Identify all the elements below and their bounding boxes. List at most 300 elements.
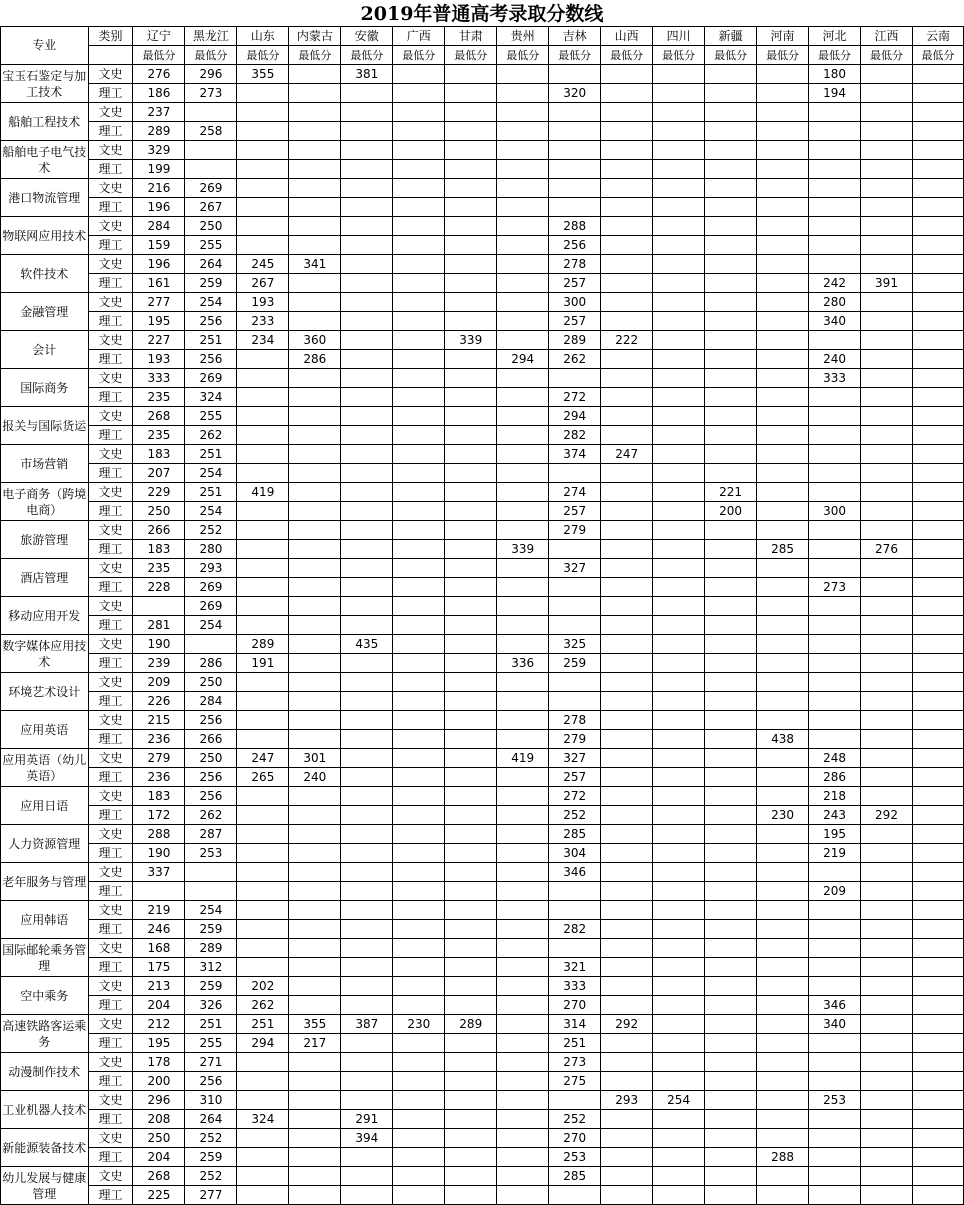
score-cell (497, 920, 549, 939)
score-cell (601, 1148, 653, 1167)
score-cell (445, 863, 497, 882)
score-cell (653, 597, 705, 616)
score-cell (237, 84, 289, 103)
score-cell: 341 (289, 255, 341, 274)
score-cell: 235 (133, 388, 185, 407)
score-cell: 190 (133, 635, 185, 654)
score-cell (653, 844, 705, 863)
score-cell (809, 730, 861, 749)
subject-type: 理工 (88, 122, 133, 141)
score-cell (912, 996, 963, 1015)
subject-type: 理工 (88, 540, 133, 559)
subject-type: 文史 (88, 179, 133, 198)
table-row (1, 654, 964, 673)
table-row (1, 217, 964, 236)
score-cell (653, 312, 705, 331)
score-cell (757, 692, 809, 711)
score-cell: 251 (185, 483, 237, 502)
score-cell (705, 179, 757, 198)
score-cell: 193 (237, 293, 289, 312)
score-cell (601, 730, 653, 749)
table-row (1, 388, 964, 407)
score-cell: 339 (497, 540, 549, 559)
score-cell (861, 1148, 913, 1167)
score-cell (809, 407, 861, 426)
score-cell (341, 597, 393, 616)
score-cell (237, 901, 289, 920)
score-cell: 226 (133, 692, 185, 711)
score-cell (809, 445, 861, 464)
score-cell: 279 (133, 749, 185, 768)
subject-type: 文史 (88, 597, 133, 616)
table-row (1, 521, 964, 540)
score-cell (653, 1148, 705, 1167)
score-cell (757, 787, 809, 806)
score-cell (289, 825, 341, 844)
score-cell: 257 (549, 502, 601, 521)
score-cell (912, 1072, 963, 1091)
score-cell (237, 122, 289, 141)
score-cell (341, 844, 393, 863)
score-cell (861, 1034, 913, 1053)
score-cell: 277 (185, 1186, 237, 1205)
table-row (1, 768, 964, 787)
score-cell (341, 255, 393, 274)
score-cell: 266 (185, 730, 237, 749)
score-cell (861, 293, 913, 312)
score-cell (601, 958, 653, 977)
score-cell: 282 (549, 426, 601, 445)
score-cell (653, 673, 705, 692)
score-cell (861, 179, 913, 198)
score-cell (757, 958, 809, 977)
score-cell (757, 1129, 809, 1148)
table-row (1, 1034, 964, 1053)
score-cell (393, 597, 445, 616)
score-cell: 239 (133, 654, 185, 673)
score-cell (653, 806, 705, 825)
score-cell (861, 749, 913, 768)
score-cell: 256 (185, 350, 237, 369)
score-cell: 180 (809, 65, 861, 84)
score-cell (497, 103, 549, 122)
score-cell (601, 578, 653, 597)
score-cell (445, 730, 497, 749)
score-cell (393, 1053, 445, 1072)
major-name: 应用日语 (1, 787, 89, 825)
column-header-province: 云南 (912, 27, 963, 46)
score-cell (705, 426, 757, 445)
score-cell (912, 103, 963, 122)
table-row (1, 901, 964, 920)
subject-type: 理工 (88, 692, 133, 711)
score-cell (393, 1167, 445, 1186)
score-cell (237, 597, 289, 616)
score-cell: 251 (237, 1015, 289, 1034)
score-cell (653, 578, 705, 597)
score-cell (393, 483, 445, 502)
score-cell: 191 (237, 654, 289, 673)
score-cell (393, 141, 445, 160)
score-cell (549, 578, 601, 597)
score-cell (289, 806, 341, 825)
score-cell (237, 445, 289, 464)
score-cell: 387 (341, 1015, 393, 1034)
score-cell (237, 521, 289, 540)
score-cell: 255 (185, 407, 237, 426)
score-cell (289, 1072, 341, 1091)
score-cell (497, 692, 549, 711)
score-cell (497, 597, 549, 616)
score-cell: 242 (809, 274, 861, 293)
score-cell (809, 635, 861, 654)
score-cell (289, 1091, 341, 1110)
score-cell (393, 1110, 445, 1129)
score-cell (393, 692, 445, 711)
score-cell (445, 464, 497, 483)
score-cell: 360 (289, 331, 341, 350)
score-cell (809, 958, 861, 977)
score-cell: 320 (549, 84, 601, 103)
major-name: 应用英语（幼儿英语） (1, 749, 89, 787)
score-cell (445, 996, 497, 1015)
score-cell (445, 825, 497, 844)
score-cell: 254 (185, 502, 237, 521)
score-cell (445, 654, 497, 673)
score-cell (809, 540, 861, 559)
score-cell (653, 1167, 705, 1186)
score-cell: 254 (185, 901, 237, 920)
score-cell (861, 711, 913, 730)
score-cell (341, 920, 393, 939)
major-name: 物联网应用技术 (1, 217, 89, 255)
score-cell: 256 (185, 1072, 237, 1091)
score-cell (601, 654, 653, 673)
score-cell (653, 882, 705, 901)
score-cell (393, 1148, 445, 1167)
score-cell (393, 996, 445, 1015)
column-subheader-min-score: 最低分 (705, 46, 757, 65)
score-cell (549, 369, 601, 388)
score-cell (809, 692, 861, 711)
score-cell (393, 711, 445, 730)
subject-type: 文史 (88, 863, 133, 882)
score-cell (861, 996, 913, 1015)
table-row (1, 141, 964, 160)
column-header-province: 贵州 (497, 27, 549, 46)
major-name: 国际商务 (1, 369, 89, 407)
score-cell (809, 901, 861, 920)
score-cell: 195 (809, 825, 861, 844)
table-row (1, 920, 964, 939)
score-cell (341, 1186, 393, 1205)
score-cell (289, 103, 341, 122)
score-cell (497, 958, 549, 977)
score-cell: 286 (809, 768, 861, 787)
score-cell (445, 597, 497, 616)
column-subheader-min-score: 最低分 (549, 46, 601, 65)
score-cell (289, 730, 341, 749)
score-cell (601, 84, 653, 103)
score-cell (912, 483, 963, 502)
table-row (1, 1110, 964, 1129)
subject-type: 理工 (88, 1110, 133, 1129)
score-cell (445, 787, 497, 806)
score-cell: 250 (133, 502, 185, 521)
score-cell (757, 236, 809, 255)
score-cell (445, 1148, 497, 1167)
table-row (1, 293, 964, 312)
column-header-province: 河北 (809, 27, 861, 46)
major-name: 环境艺术设计 (1, 673, 89, 711)
score-cell: 258 (185, 122, 237, 141)
score-cell: 291 (341, 1110, 393, 1129)
score-cell (445, 1129, 497, 1148)
score-cell (497, 635, 549, 654)
subject-type: 文史 (88, 407, 133, 426)
score-cell (393, 236, 445, 255)
score-cell: 250 (185, 673, 237, 692)
score-cell (341, 369, 393, 388)
score-cell (601, 65, 653, 84)
score-cell (341, 768, 393, 787)
score-cell (912, 369, 963, 388)
score-cell (705, 350, 757, 369)
score-cell: 267 (237, 274, 289, 293)
score-cell (705, 1091, 757, 1110)
score-cell (237, 882, 289, 901)
table-row (1, 692, 964, 711)
score-cell (601, 521, 653, 540)
column-subheader-min-score: 最低分 (393, 46, 445, 65)
score-cell (809, 1148, 861, 1167)
score-cell (237, 350, 289, 369)
score-cell: 217 (289, 1034, 341, 1053)
score-cell (393, 654, 445, 673)
score-cell (133, 882, 185, 901)
score-cell (912, 1110, 963, 1129)
score-cell (289, 901, 341, 920)
score-cell (809, 426, 861, 445)
score-cell (601, 768, 653, 787)
score-cell (757, 103, 809, 122)
score-cell (809, 597, 861, 616)
score-cell (601, 616, 653, 635)
major-name: 旅游管理 (1, 521, 89, 559)
score-cell (912, 958, 963, 977)
score-cell: 289 (237, 635, 289, 654)
score-cell: 355 (237, 65, 289, 84)
score-cell (237, 369, 289, 388)
score-cell: 159 (133, 236, 185, 255)
score-cell (861, 84, 913, 103)
score-cell (757, 350, 809, 369)
score-cell (289, 1186, 341, 1205)
score-cell (393, 388, 445, 407)
column-subheader-min-score: 最低分 (341, 46, 393, 65)
score-cell (912, 312, 963, 331)
score-cell (705, 141, 757, 160)
score-cell (237, 711, 289, 730)
score-cell: 314 (549, 1015, 601, 1034)
score-cell (289, 217, 341, 236)
score-cell: 286 (185, 654, 237, 673)
score-cell (393, 844, 445, 863)
subject-type: 理工 (88, 578, 133, 597)
score-cell (912, 521, 963, 540)
score-cell (341, 122, 393, 141)
score-cell: 225 (133, 1186, 185, 1205)
score-cell (393, 426, 445, 445)
score-cell (861, 825, 913, 844)
score-cell: 208 (133, 1110, 185, 1129)
score-cell (237, 502, 289, 521)
score-cell (912, 882, 963, 901)
column-subheader-min-score: 最低分 (497, 46, 549, 65)
score-cell (393, 103, 445, 122)
score-cell (861, 198, 913, 217)
column-subheader-min-score: 最低分 (861, 46, 913, 65)
major-name: 会计 (1, 331, 89, 369)
score-cell: 288 (549, 217, 601, 236)
score-cell (757, 939, 809, 958)
score-cell (601, 597, 653, 616)
score-cell (653, 236, 705, 255)
major-name: 船舶电子电气技术 (1, 141, 89, 179)
score-cell (445, 692, 497, 711)
score-cell (809, 863, 861, 882)
score-cell (705, 84, 757, 103)
score-cell (445, 274, 497, 293)
subject-type: 文史 (88, 1091, 133, 1110)
score-cell: 254 (185, 293, 237, 312)
page-title: 2019年普通高考录取分数线 (360, 3, 604, 25)
score-cell: 279 (549, 521, 601, 540)
score-cell: 294 (237, 1034, 289, 1053)
score-cell (393, 787, 445, 806)
score-cell (757, 1110, 809, 1129)
score-cell (757, 901, 809, 920)
score-cell (497, 255, 549, 274)
score-cell (445, 844, 497, 863)
score-cell (341, 578, 393, 597)
score-cell: 296 (133, 1091, 185, 1110)
score-cell: 287 (185, 825, 237, 844)
score-cell: 219 (809, 844, 861, 863)
score-cell: 248 (809, 749, 861, 768)
score-cell: 276 (861, 540, 913, 559)
score-cell (497, 673, 549, 692)
score-cell (393, 635, 445, 654)
score-cell (653, 635, 705, 654)
score-cell (497, 483, 549, 502)
score-cell: 240 (809, 350, 861, 369)
table-row (1, 179, 964, 198)
score-cell: 394 (341, 1129, 393, 1148)
table-row (1, 825, 964, 844)
score-cell (809, 122, 861, 141)
score-cell: 252 (185, 1167, 237, 1186)
score-cell (237, 616, 289, 635)
score-cell (341, 502, 393, 521)
score-cell (705, 825, 757, 844)
score-cell (601, 540, 653, 559)
subject-type: 理工 (88, 160, 133, 179)
score-cell (757, 502, 809, 521)
score-cell: 285 (549, 1167, 601, 1186)
table-row (1, 312, 964, 331)
score-cell: 278 (549, 255, 601, 274)
score-cell (497, 730, 549, 749)
score-cell (341, 540, 393, 559)
score-cell (861, 635, 913, 654)
score-cell (912, 331, 963, 350)
table-row (1, 407, 964, 426)
score-cell (393, 445, 445, 464)
score-cell: 280 (185, 540, 237, 559)
score-cell (549, 597, 601, 616)
table-row (1, 616, 964, 635)
score-cell (861, 768, 913, 787)
score-cell: 247 (237, 749, 289, 768)
score-cell (912, 787, 963, 806)
score-cell: 438 (757, 730, 809, 749)
score-cell (601, 179, 653, 198)
score-cell: 276 (133, 65, 185, 84)
score-cell (601, 217, 653, 236)
score-cell (861, 122, 913, 141)
score-cell (497, 84, 549, 103)
score-cell (912, 825, 963, 844)
score-cell (497, 977, 549, 996)
score-cell (341, 198, 393, 217)
score-cell (393, 502, 445, 521)
score-cell (497, 806, 549, 825)
subject-type: 理工 (88, 502, 133, 521)
score-cell (601, 863, 653, 882)
score-cell (912, 806, 963, 825)
subject-type: 文史 (88, 65, 133, 84)
score-cell: 275 (549, 1072, 601, 1091)
score-cell (341, 160, 393, 179)
score-cell (809, 521, 861, 540)
score-cell (237, 692, 289, 711)
score-cell: 293 (601, 1091, 653, 1110)
score-cell (912, 388, 963, 407)
score-cell: 254 (185, 616, 237, 635)
score-cell: 300 (549, 293, 601, 312)
score-cell (445, 312, 497, 331)
score-cell (809, 331, 861, 350)
score-cell (601, 787, 653, 806)
score-cell (497, 768, 549, 787)
score-cell (341, 293, 393, 312)
column-subheader-min-score: 最低分 (809, 46, 861, 65)
score-cell (341, 730, 393, 749)
score-cell: 296 (185, 65, 237, 84)
score-cell (393, 84, 445, 103)
score-cell (912, 616, 963, 635)
score-cell (757, 293, 809, 312)
score-cell: 273 (549, 1053, 601, 1072)
score-cell (237, 103, 289, 122)
column-header-province: 新疆 (705, 27, 757, 46)
score-cell (757, 426, 809, 445)
score-cell (912, 1129, 963, 1148)
score-cell: 259 (185, 977, 237, 996)
score-cell (912, 559, 963, 578)
score-cell (912, 122, 963, 141)
